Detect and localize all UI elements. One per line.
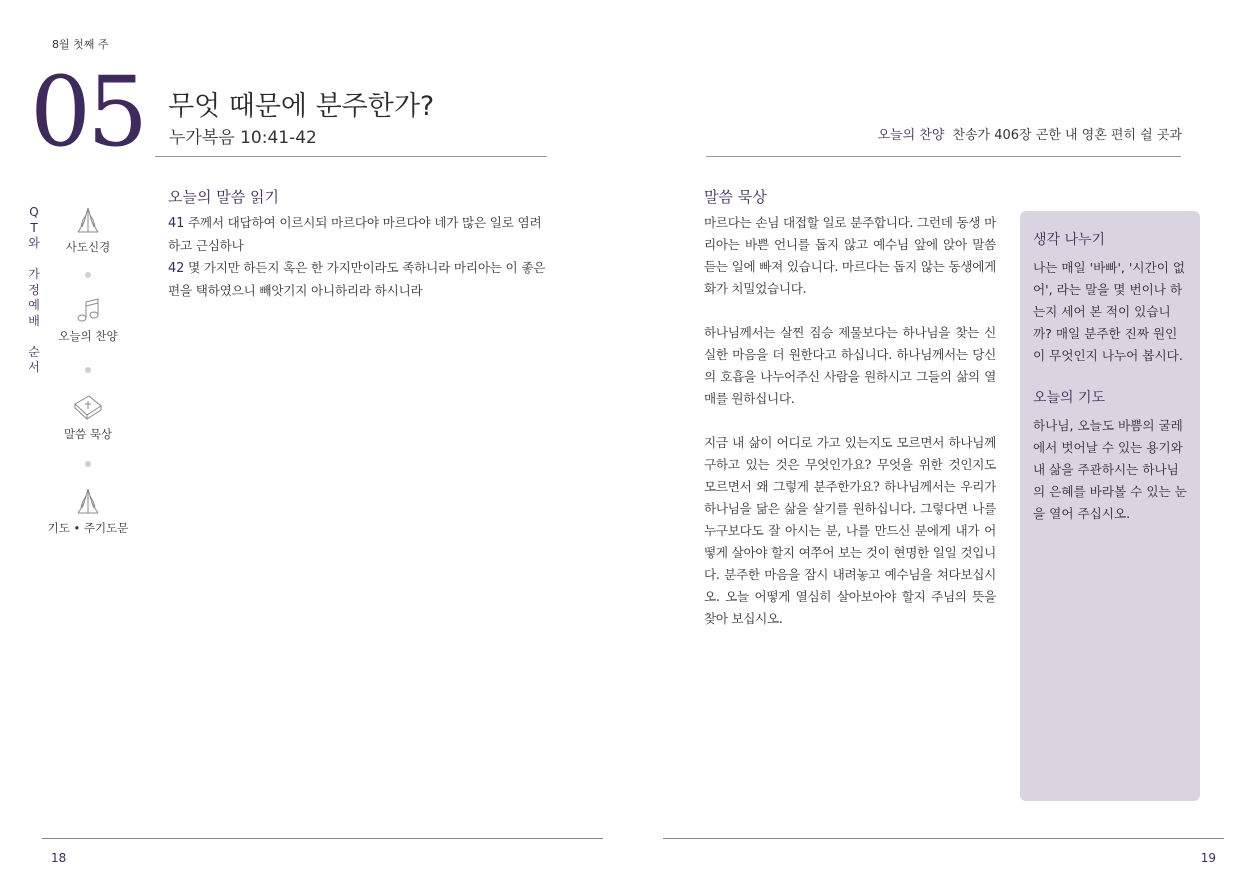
vertical-gap bbox=[27, 329, 41, 345]
verse-text: 몇 가지만 하든지 혹은 한 가지만이라도 족하니라 마리아는 이 좋은 편을 택하였으니 빼앗기지 아니하리라 하시니라 bbox=[168, 260, 546, 298]
prayer-heading: 오늘의 기도 bbox=[1033, 390, 1106, 406]
step-separator-dot bbox=[85, 272, 91, 278]
header-divider-right bbox=[706, 156, 1181, 157]
step-apostles-creed bbox=[43, 205, 133, 255]
verse-number: 41 bbox=[168, 216, 185, 231]
meditation-paragraph: 지금 내 삶이 어디로 가고 있는지도 모르면서 하나님께 구하고 있는 것은 무엇인가요? 무엇을 위한 것인지도 모르면서 왜 그렇게 분주한가요? 하나님께서는 우리가 하나님을 닮은 삶을 살기를 원하십니다. 그렇다면 나를 누구보다도 잘 아시는 분, 나를 만드신 분에게 내가 어떻게 살아야 할지 여쭈어 보는 것이 현명한 일일 것입니다. 분주한 마음을 잠시 내려놓고 예수님을 쳐다보십시오. 오늘 어떻게 열심히 살아보아야 할지 주님의 뜻을 찾아 보십시오. bbox=[704, 435, 996, 626]
music-note-icon bbox=[73, 296, 103, 324]
praying-hands-icon bbox=[73, 486, 103, 516]
vertical-char: Q bbox=[29, 205, 39, 219]
page-number-right: 19 bbox=[1200, 851, 1216, 865]
step-separator-dot bbox=[85, 367, 91, 373]
verse-number: 42 bbox=[168, 261, 185, 276]
meditation-paragraph: 하나님께서는 살찐 짐승 제물보다는 하나님을 찾는 신실한 마음을 더 원한다고 하십니다. 하나님께서는 당신의 호흡을 나누어주신 사람을 원하시고 그들의 삶의 열매를 원하십니다. bbox=[704, 325, 996, 406]
step-prayer-lords-prayer bbox=[43, 486, 133, 536]
vertical-char: 서 bbox=[28, 360, 40, 374]
vertical-char: 배 bbox=[28, 313, 40, 328]
week-label: 8월 첫째 주 bbox=[52, 38, 109, 51]
vertical-gap bbox=[27, 252, 41, 268]
vertical-char: 순 bbox=[28, 344, 40, 359]
vertical-char: T bbox=[30, 220, 38, 235]
praise-text: 찬송가 406장 곤한 내 영혼 편히 쉴 곳과 bbox=[952, 128, 1182, 143]
step-todays-praise bbox=[43, 296, 133, 344]
prayer-text: 하나님, 오늘도 바쁨의 굴레에서 벗어날 수 있는 용기와 내 삶을 주관하시는 하나님의 은혜를 바라볼 수 있는 눈을 열어 주십시오. bbox=[1033, 418, 1187, 521]
sharing-prayer-box bbox=[1020, 211, 1200, 801]
scripture-reading bbox=[168, 212, 548, 302]
sharing-heading: 생각 나누기 bbox=[1033, 232, 1106, 248]
vertical-char: 와 bbox=[28, 236, 40, 250]
qt-family-worship-order bbox=[27, 205, 41, 376]
todays-praise bbox=[878, 124, 1183, 143]
step-label: 말씀 묵상 bbox=[63, 427, 113, 441]
praise-label: 오늘의 찬양 bbox=[877, 128, 945, 143]
step-separator-dot bbox=[85, 461, 91, 467]
meditation-heading: 말씀 묵상 bbox=[704, 188, 767, 206]
vertical-char: 예 bbox=[28, 298, 40, 312]
sharing-text: 나는 매일 '바빠', '시간이 없어', 라는 말을 몇 번이나 하는지 세어 본 적이 있습니까? 매일 분주한 진짜 원인이 무엇인지 나누어 봅시다. bbox=[1033, 260, 1186, 363]
page-number-left: 18 bbox=[51, 851, 67, 865]
scripture-reference: 누가복음 10:41-42 bbox=[169, 128, 317, 148]
page-title: 무엇 때문에 분주한가? bbox=[168, 91, 435, 122]
footer-divider-right bbox=[663, 838, 1224, 839]
reading-heading: 오늘의 말씀 읽기 bbox=[168, 188, 279, 206]
meditation-paragraph: 마르다는 손님 대접할 일로 분주합니다. 그런데 동생 마리아는 바쁜 언니를 돕지 않고 예수님 앞에 앉아 말씀 듣는 일에 빠져 있습니다. 마르다는 돕지 않는 동생에게 화가 치밀었습니다. bbox=[704, 215, 996, 296]
vertical-char: 가 bbox=[28, 267, 40, 281]
verse-text: 주께서 대답하여 이르시되 마르다야 마르다야 네가 많은 일로 염려하고 근심하나 bbox=[168, 215, 542, 253]
footer-divider-left bbox=[42, 838, 603, 839]
lesson-number: 05 bbox=[30, 56, 145, 168]
header-divider-left bbox=[155, 156, 547, 157]
meditation-body bbox=[704, 212, 996, 652]
praying-hands-icon bbox=[73, 205, 103, 235]
vertical-char: 정 bbox=[28, 282, 40, 297]
step-word-meditation bbox=[43, 392, 133, 442]
step-label: 오늘의 찬양 bbox=[58, 329, 118, 343]
step-label: 사도신경 bbox=[65, 240, 111, 254]
bible-icon bbox=[72, 392, 104, 422]
step-label: 기도 • 주기도문 bbox=[47, 521, 129, 535]
